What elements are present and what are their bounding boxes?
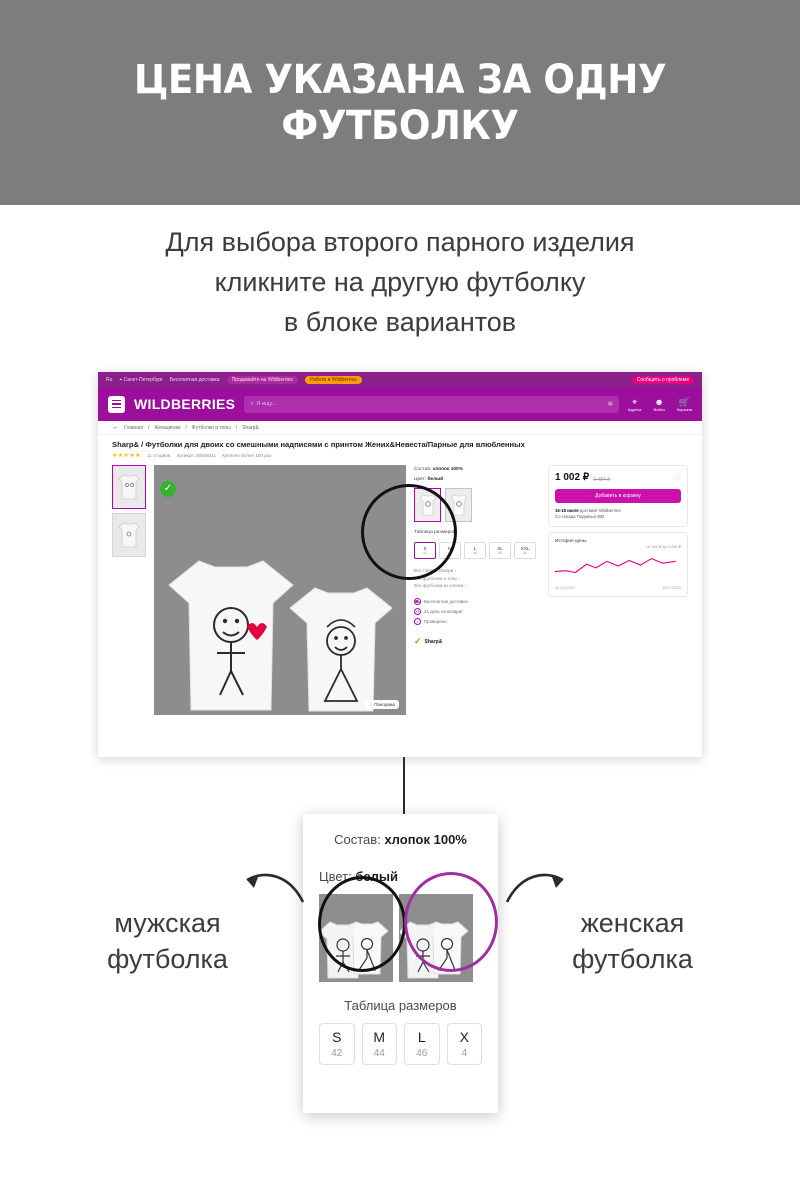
zoom-size-label: L	[417, 1029, 426, 1045]
size-option[interactable]	[489, 542, 511, 559]
pickup-point[interactable]: Со склада Поднизье WB	[555, 514, 605, 519]
perk-item	[414, 598, 540, 605]
header-cart[interactable]	[677, 397, 692, 412]
reviews-count[interactable]: 11 отзывов	[146, 453, 171, 458]
perk-label: 21 день на возврат	[424, 609, 463, 614]
link-all-brand-items[interactable]: Все товары Sharp& ›	[414, 568, 457, 573]
size-sub: 48	[498, 550, 502, 555]
callout-womens-line2: футболка	[572, 944, 693, 974]
size-label: XL	[497, 545, 503, 551]
sold-count: Куплено более 100 раз	[222, 453, 272, 458]
zoom-size-label: X	[459, 1029, 469, 1045]
banner	[0, 0, 800, 205]
zoom-color-label: Цвет:	[319, 869, 352, 884]
zoom-size-sub: 42	[331, 1048, 343, 1059]
search-placeholder: Я ищу...	[256, 401, 277, 407]
brand-logo-icon: ✓	[414, 636, 422, 646]
color-row-label	[414, 477, 540, 482]
header-icons	[628, 397, 692, 412]
size-label: L	[473, 545, 477, 551]
instruction-text	[0, 222, 800, 342]
banner-title: ЦЕНА УКАЗАНА ЗА ОДНУ ФУТБОЛКУ	[133, 56, 667, 149]
tshirt-thumb-icon	[118, 522, 140, 548]
delivery-text: доставит Wildberries	[579, 508, 621, 513]
size-sub: 46	[473, 550, 477, 555]
callout-mens-line1: мужская	[114, 908, 221, 938]
search-icon: ⌕	[250, 400, 254, 407]
date-to: 14.07.2022	[661, 586, 681, 590]
cart-label: Корзина	[676, 406, 692, 412]
product-rating	[98, 449, 702, 459]
zoom-composition-label: Состав:	[334, 832, 381, 847]
brand-name: Sharp&	[424, 638, 443, 645]
zoom-size-selector	[319, 1023, 482, 1065]
jobs-link[interactable]: Работа в Wildberries	[305, 376, 362, 384]
size-sub: 42	[423, 550, 427, 555]
instruction-line-3: в блоке вариантов	[283, 307, 517, 337]
size-sub: 50	[523, 550, 527, 555]
highlight-circle	[361, 484, 457, 580]
mens-tshirt-image	[165, 555, 297, 715]
addresses-label: Адреса	[627, 406, 642, 412]
panorama-button[interactable]	[366, 700, 399, 709]
color-value: белый	[427, 477, 444, 482]
user-icon: ☻	[654, 396, 664, 407]
product-title: Sharp& / Футболки для двоих со смешными надписями с принтом Жених&Невеста/Парные для влюбленных	[112, 440, 525, 449]
size-option[interactable]	[514, 542, 536, 559]
buy-box	[548, 465, 688, 715]
sep2: /	[235, 424, 238, 431]
product-gallery[interactable]	[154, 465, 406, 715]
breadcrumb-item-2[interactable]: Футболки и топы	[191, 424, 231, 431]
wildberries-logo[interactable]: WILDBERRIES	[134, 396, 236, 412]
zoom-size-table-link[interactable]: Таблица размеров	[344, 998, 457, 1013]
highlight-ellipse-mens	[318, 876, 406, 972]
cart-icon: 🛒	[678, 396, 690, 407]
check-icon: ✓	[415, 619, 420, 624]
delivery-note: Бесплатная доставка	[169, 376, 220, 383]
price-current: 1 002 ₽	[555, 472, 590, 483]
header-addresses[interactable]	[628, 397, 642, 412]
color-label: Цвет:	[414, 477, 427, 482]
size-sub: 44	[448, 550, 452, 555]
browser-screenshot	[98, 372, 702, 757]
composition-label: Состав:	[414, 467, 432, 472]
size-option[interactable]	[464, 542, 486, 559]
composition-value: хлопок 100%	[432, 467, 463, 472]
search-input[interactable]	[244, 396, 619, 413]
breadcrumb-item-1[interactable]: Женщинам	[154, 424, 181, 431]
zoom-size-sub: 44	[373, 1048, 385, 1059]
zoom-size-label: M	[373, 1029, 386, 1045]
highlight-ellipse-womens	[404, 872, 498, 972]
connector-line	[403, 757, 405, 817]
site-header	[98, 387, 702, 421]
header-login[interactable]	[654, 397, 665, 412]
delivery-date: 16-18 июля	[555, 508, 579, 513]
report-problem-link[interactable]: Сообщить о проблеме	[632, 376, 694, 384]
perk-label: Бесплатная доставка	[424, 599, 468, 604]
price-old: 2 484 ₽	[593, 477, 611, 483]
instruction-line-1: Для выбора второго парного изделия	[165, 227, 635, 257]
stars-icon: ★★★★★	[112, 453, 141, 459]
zoom-composition-value: хлопок 100%	[384, 832, 467, 847]
perk-label: Проверено	[424, 619, 447, 624]
return-icon: ↺	[415, 609, 420, 614]
zoom-size-option[interactable]	[404, 1023, 440, 1065]
selected-check-icon: ✓	[160, 481, 176, 497]
sep1: /	[185, 424, 187, 431]
thumbnail-item[interactable]	[112, 513, 146, 557]
callout-womens-line1: женская	[580, 908, 685, 938]
zoom-color-value: белый	[355, 869, 398, 884]
composition-row	[414, 467, 540, 472]
article-number: Артикул: 26928411	[176, 453, 217, 458]
brand-block[interactable]	[414, 636, 540, 647]
truck-icon: ⛟	[415, 599, 421, 604]
link-cotton-tshirts[interactable]: Все футболки из хлопка ›	[414, 583, 467, 588]
zoom-size-label: S	[332, 1029, 342, 1045]
perk-item	[414, 608, 540, 615]
arrow-left-icon	[243, 868, 305, 910]
price-history-dates	[555, 586, 681, 590]
favorite-heart-icon[interactable]: ♡	[673, 474, 681, 483]
sep0: /	[148, 424, 150, 431]
add-to-cart-button[interactable]: Добавить в корзину	[555, 489, 681, 503]
city-selector[interactable]: ⌖ Санкт-Петербург	[119, 376, 163, 383]
breadcrumb-item-3[interactable]: Sharp&	[242, 424, 259, 431]
arrow-right-icon	[505, 868, 567, 910]
price-row	[555, 472, 681, 483]
instruction-line-2: кликните на другую футболку	[214, 267, 586, 297]
zoom-size-option[interactable]	[447, 1023, 483, 1065]
price-history-sparkline	[555, 553, 676, 579]
language-selector[interactable]: Ru	[106, 376, 113, 383]
price-history-card	[548, 532, 688, 597]
zoom-size-sub: 46	[416, 1048, 428, 1059]
perks-list	[414, 598, 540, 625]
price-card	[548, 465, 688, 527]
login-label: Войти	[653, 406, 665, 412]
perk-item	[414, 618, 540, 625]
breadcrumb	[98, 421, 702, 435]
thumbnail-strip	[112, 465, 146, 715]
size-label: S	[423, 545, 427, 551]
back-arrow-icon[interactable]: ←	[112, 424, 119, 431]
size-label: M	[448, 545, 452, 551]
size-table-link[interactable]: Таблица размеров	[414, 530, 456, 535]
menu-burger-icon[interactable]	[108, 396, 125, 413]
camera-search-icon[interactable]: ▣	[607, 401, 613, 407]
tshirt-thumb-icon	[118, 474, 140, 500]
delivery-info	[555, 508, 681, 520]
panorama-icon: ◌	[369, 702, 373, 707]
price-history-title: История цены	[555, 539, 587, 544]
zoom-size-option[interactable]	[319, 1023, 355, 1065]
zoom-composition-row	[319, 832, 482, 847]
size-label: XXL	[520, 545, 530, 551]
sell-link[interactable]: Продавайте на Wildberries	[227, 376, 298, 384]
zoom-size-option[interactable]	[362, 1023, 398, 1065]
price-history-range: от 940 ₽ до 1 236 ₽	[646, 545, 681, 549]
breadcrumb-item-0[interactable]: Главная	[124, 424, 144, 431]
womens-tshirt-image	[287, 583, 395, 715]
date-from: 14.01.2022	[555, 586, 575, 590]
location-icon: ⌖	[632, 396, 638, 407]
callout-womens	[525, 905, 740, 977]
link-all-tshirts[interactable]: Все футболки и топы ›	[414, 575, 460, 581]
callout-mens-line2: футболка	[107, 944, 228, 974]
site-utility-bar	[98, 372, 702, 387]
thumbnail-item[interactable]	[112, 465, 146, 509]
zoom-size-sub: 4	[461, 1048, 468, 1059]
callout-mens	[60, 905, 275, 977]
panorama-label: Панорама	[374, 702, 395, 707]
